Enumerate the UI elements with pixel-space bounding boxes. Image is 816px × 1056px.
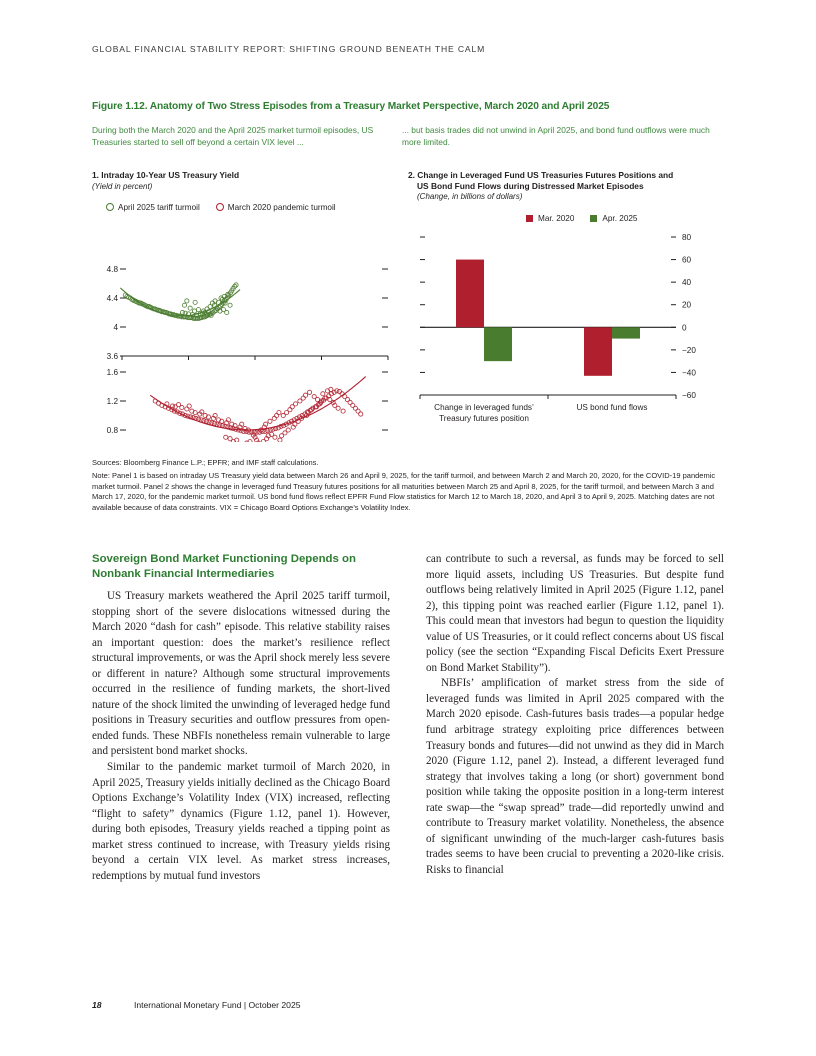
figure-notes [92, 458, 724, 516]
panel-2-plot [408, 223, 724, 445]
svg-text:4.8: 4.8 [106, 264, 118, 274]
page-number: 18 [92, 1000, 102, 1010]
body-column-right [426, 552, 724, 878]
body-paragraph: US Treasury markets weathered the April 2025 tariff turmoil, stopping short of the severe dislocations witnessed during the March 2020 “dash for cash” episode. This relative stability raises an important question: does the market’s resilience reflect structural improvements, or was the April shock merely less severe or different in nature? Although some structural improvements occurred in the resilience of funding markets, the short-lived nature of the shock limited the unwinding of leveraged hedge fund positions in Treasury securities and outflow pressures from open-ended funds. These NBFIs nonetheless remain vulnerable to large and persistent bond market shocks. [92, 590, 390, 758]
svg-text:4: 4 [113, 322, 118, 332]
panel-1-scatter [92, 170, 402, 450]
figure-panels [92, 170, 724, 450]
panel-1-units: (Yield in percent) [92, 181, 153, 191]
legend-label: March 2020 pandemic turmoil [227, 202, 336, 212]
panel-2-heading-line2: US Bond Fund Flows during Distressed Market Episodes [417, 180, 644, 191]
svg-text:4.4: 4.4 [106, 293, 118, 303]
legend-item-april-2025 [106, 203, 200, 212]
svg-text:Treasury futures position: Treasury futures position [439, 413, 529, 423]
svg-text:0.8: 0.8 [106, 425, 118, 435]
legend-label: Apr. 2025 [602, 213, 638, 223]
footer-text: International Monetary Fund | October 2025 [133, 1000, 301, 1010]
figure-title: Figure 1.12. Anatomy of Two Stress Episodes from a Treasury Market Perspective, March 2020 and April 2025 [92, 101, 610, 112]
svg-text:−60: −60 [682, 390, 696, 400]
figure-sources: Sources: Bloomberg Finance L.P.; EPFR; and IMF staff calculations. [92, 458, 319, 467]
svg-text:Change in leveraged funds’: Change in leveraged funds’ [434, 402, 534, 412]
body-columns [92, 552, 724, 972]
panel-2-heading-line1: 2. Change in Leveraged Fund US Treasuries Futures Positions and [408, 170, 674, 180]
svg-text:80: 80 [682, 232, 692, 242]
panel-2-legend [526, 214, 724, 223]
svg-text:1.6: 1.6 [106, 367, 118, 377]
svg-text:−40: −40 [682, 368, 696, 378]
square-marker-icon [590, 215, 597, 222]
body-paragraph: can contribute to such a reversal, as funds may be forced to sell more liquid assets, including US Treasuries. But despite fund outflows being relatively limited in April 2025 (Figure 1.12, panel 2), this tipping point was reached earlier (Figure 1.12, panel 1). This could mean that investors had begun to question the liquidity value of US Treasuries, or it could reflect concerns about US fiscal policy (see the section “Expanding Fiscal Deficits Exert Pressure on Bond Market Stability”). [426, 553, 724, 674]
figure-subtitle-right: ... but basis trades did not unwind in April 2025, and bond fund outflows were much more limited. [402, 125, 710, 148]
figure-note: Note: Panel 1 is based on intraday US Treasury yield data between March 26 and April 9, 2025, for the tariff turmoil, and between March 2 and March 20, 2020, for the COVID-19 pandemic market turmoil. Panel 2 shows the change in leveraged fund Treasury futures positions for all maturities between March 25 and April 8, 2025, for the tariff turmoil, and between March 3 and March 17, 2020, for the pandemic market turmoil. US bond fund flows reflect EPFR Fund Flow statistics for March 12 to March 18, 2020, and April 3 to April 9, 2025. Matching dates are not available because of data constraints. VIX = Chicago Board Options Exchange’s Volatility Index. [92, 471, 716, 512]
figure-subtitles [92, 124, 722, 148]
panel-1-heading: 1. Intraday 10-Year US Treasury Yield [92, 170, 240, 180]
svg-text:20: 20 [682, 300, 692, 310]
circle-marker-icon [216, 203, 224, 211]
svg-text:−20: −20 [682, 345, 696, 355]
legend-item-apr-2025 [590, 214, 637, 223]
legend-item-mar-2020 [526, 214, 574, 223]
figure-header [92, 101, 722, 148]
legend-item-march-2020 [216, 203, 336, 212]
panel-2-bars [408, 170, 724, 450]
square-marker-icon [526, 215, 533, 222]
legend-label: April 2025 tariff turmoil [118, 202, 200, 212]
svg-text:3.6: 3.6 [106, 351, 118, 361]
panel-1-legend [106, 203, 402, 212]
running-head: GLOBAL FINANCIAL STABILITY REPORT: SHIFTING GROUND BENEATH THE CALM [92, 44, 486, 54]
svg-text:US bond fund flows: US bond fund flows [576, 402, 648, 412]
svg-text:1.2: 1.2 [106, 396, 118, 406]
svg-text:40: 40 [682, 277, 692, 287]
svg-text:60: 60 [682, 255, 692, 265]
body-column-left [92, 552, 390, 884]
svg-text:0: 0 [682, 323, 687, 333]
panel-2-heading [408, 170, 724, 203]
section-heading: Sovereign Bond Market Functioning Depends on Nonbank Financial Intermediaries [92, 553, 356, 580]
body-paragraph: Similar to the pandemic market turmoil of March 2020, in April 2025, Treasury yields initially declined as the Chicago Board Options Exchange’s Volatility Index (VIX) increased, reflecting “flight to safety” dynamics (Figure 1.12, panel 1). However, during both episodes, Treasury yields reached a tipping point as market stress continued to increase, with Treasury yields rising beyond a certain VIX level. As market stress increases, redemptions by mutual fund investors [92, 761, 390, 882]
panel-2-units: (Change, in billions of dollars) [417, 192, 523, 202]
body-paragraph: NBFIs’ amplification of market stress from the side of leveraged funds was limited in April 2025 compared with the March 2020 episode. Cash-futures basis trades—a popular hedge fund arbitrage strategy exploiting price differences between Treasury bonds and futures—did not unwind as they did in March 2020 (Figure 1.12, panel 2). Instead, a different leveraged fund strategy that involves taking a long (or short) government bond position while taking the opposite position in a long-term interest rate swap—the “swap spread” trade—did reportedly unwind and contribute to Treasury market volatility. Nonetheless, the absence of significant unwinding of the much-larger cash-futures basis trades seems to have been crucial to preventing a 2020-like crisis. Risks to financial [426, 677, 724, 876]
circle-marker-icon [106, 203, 114, 211]
page-footer [92, 1000, 301, 1010]
figure-subtitle-left: During both the March 2020 and the April 2025 market turmoil episodes, US Treasuries started to sell off beyond a certain VIX level ... [92, 125, 374, 148]
legend-label: Mar. 2020 [538, 213, 575, 223]
panel-1-plot [92, 212, 402, 442]
